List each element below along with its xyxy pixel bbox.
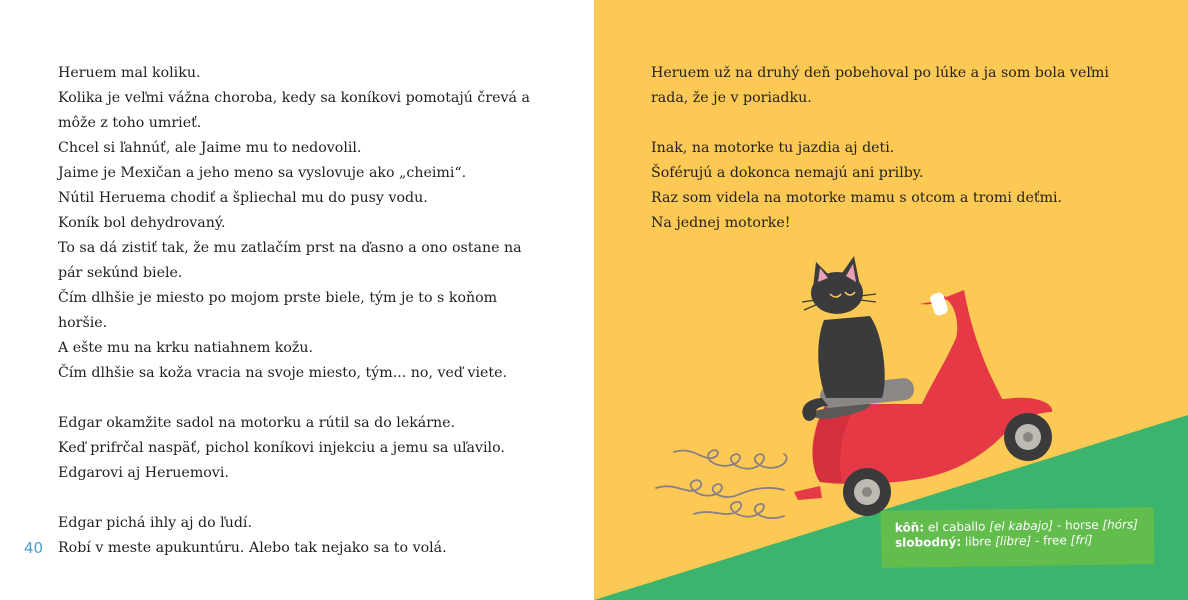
right-page bbox=[594, 0, 1188, 600]
text-line: To sa dá zistiť tak, že mu zatlačím prst na ďasno a ono ostane na pár sekúnd biele. bbox=[58, 240, 522, 281]
vocab-entry bbox=[895, 532, 1154, 551]
vocab-spanish-pronunciation: [el kabajo] bbox=[989, 518, 1054, 534]
text-line: Čím dlhšie sa koža vracia na svoje miesto, tým... no, veď viete. bbox=[58, 365, 508, 381]
vocab-word: kôň: bbox=[894, 520, 925, 535]
text-line: Na jednej motorke! bbox=[651, 215, 791, 231]
page-number: 40 bbox=[24, 539, 44, 557]
vocab-english: horse bbox=[1064, 517, 1099, 533]
vocab-separator: - bbox=[1056, 518, 1062, 533]
text-line: Heruem už na druhý deň pobehoval po lúke a ja som bola veľmi rada, že je v poriadku. bbox=[651, 65, 1109, 106]
text-line: A ešte mu na krku natiahnem kožu. bbox=[58, 340, 314, 356]
vocab-spanish: libre bbox=[964, 534, 992, 549]
exhaust-swirls-icon bbox=[656, 450, 787, 518]
paragraph-gap bbox=[58, 486, 538, 511]
text-line: Keď prifrčal naspäť, pichol koníkovi injekciu a jemu sa uľavilo. bbox=[58, 440, 505, 456]
vocab-separator: - bbox=[1034, 533, 1040, 548]
text-line: Edgar pichá ihly aj do ľudí. bbox=[58, 515, 252, 531]
vocab-word: slobodný: bbox=[894, 534, 962, 550]
vocab-spanish: el caballo bbox=[927, 519, 986, 535]
left-page-text bbox=[58, 61, 538, 561]
text-line: Šoférujú a dokonca nemajú ani prilby. bbox=[651, 165, 924, 181]
text-line: Chcel si ľahnúť, ale Jaime mu to nedovolil. bbox=[58, 140, 362, 156]
paragraph-gap bbox=[58, 386, 538, 411]
text-line: Nútil Heruema chodiť a špliechal mu do pusy vodu. bbox=[58, 190, 428, 206]
text-line: Jaime je Mexičan a jeho meno sa vyslovuje ako „cheimi“. bbox=[58, 165, 467, 181]
text-line: Raz som videla na motorke mamu s otcom a tromi deťmi. bbox=[651, 190, 1063, 206]
vocabulary-box bbox=[881, 507, 1155, 568]
vocab-spanish-pronunciation: [libre] bbox=[995, 533, 1032, 549]
vocab-english-pronunciation: [hórs] bbox=[1102, 517, 1138, 532]
text-line: Robí v meste apukuntúru. Alebo tak nejako sa to volá. bbox=[58, 540, 447, 556]
text-line: Koník bol dehydrovaný. bbox=[58, 215, 226, 231]
text-line: Čím dlhšie je miesto po mojom prste biele, tým je to s koňom horšie. bbox=[58, 290, 498, 331]
text-line: Inak, na motorke tu jazdia aj deti. bbox=[651, 140, 895, 156]
text-line: Heruem mal koliku. bbox=[58, 65, 201, 81]
right-page-text bbox=[651, 61, 1136, 236]
vocab-english: free bbox=[1043, 533, 1067, 548]
text-line: Edgarovi aj Heruemovi. bbox=[58, 465, 229, 481]
paragraph-gap bbox=[651, 111, 1136, 136]
text-line: Edgar okamžite sadol na motorku a rútil sa do lekárne. bbox=[58, 415, 456, 431]
cat-icon bbox=[802, 256, 885, 421]
vocab-english-pronunciation: [frí] bbox=[1070, 532, 1093, 548]
text-line: Kolika je veľmi vážna choroba, kedy sa koníkovi pomotajú črevá a môže z toho umrieť. bbox=[58, 90, 530, 131]
